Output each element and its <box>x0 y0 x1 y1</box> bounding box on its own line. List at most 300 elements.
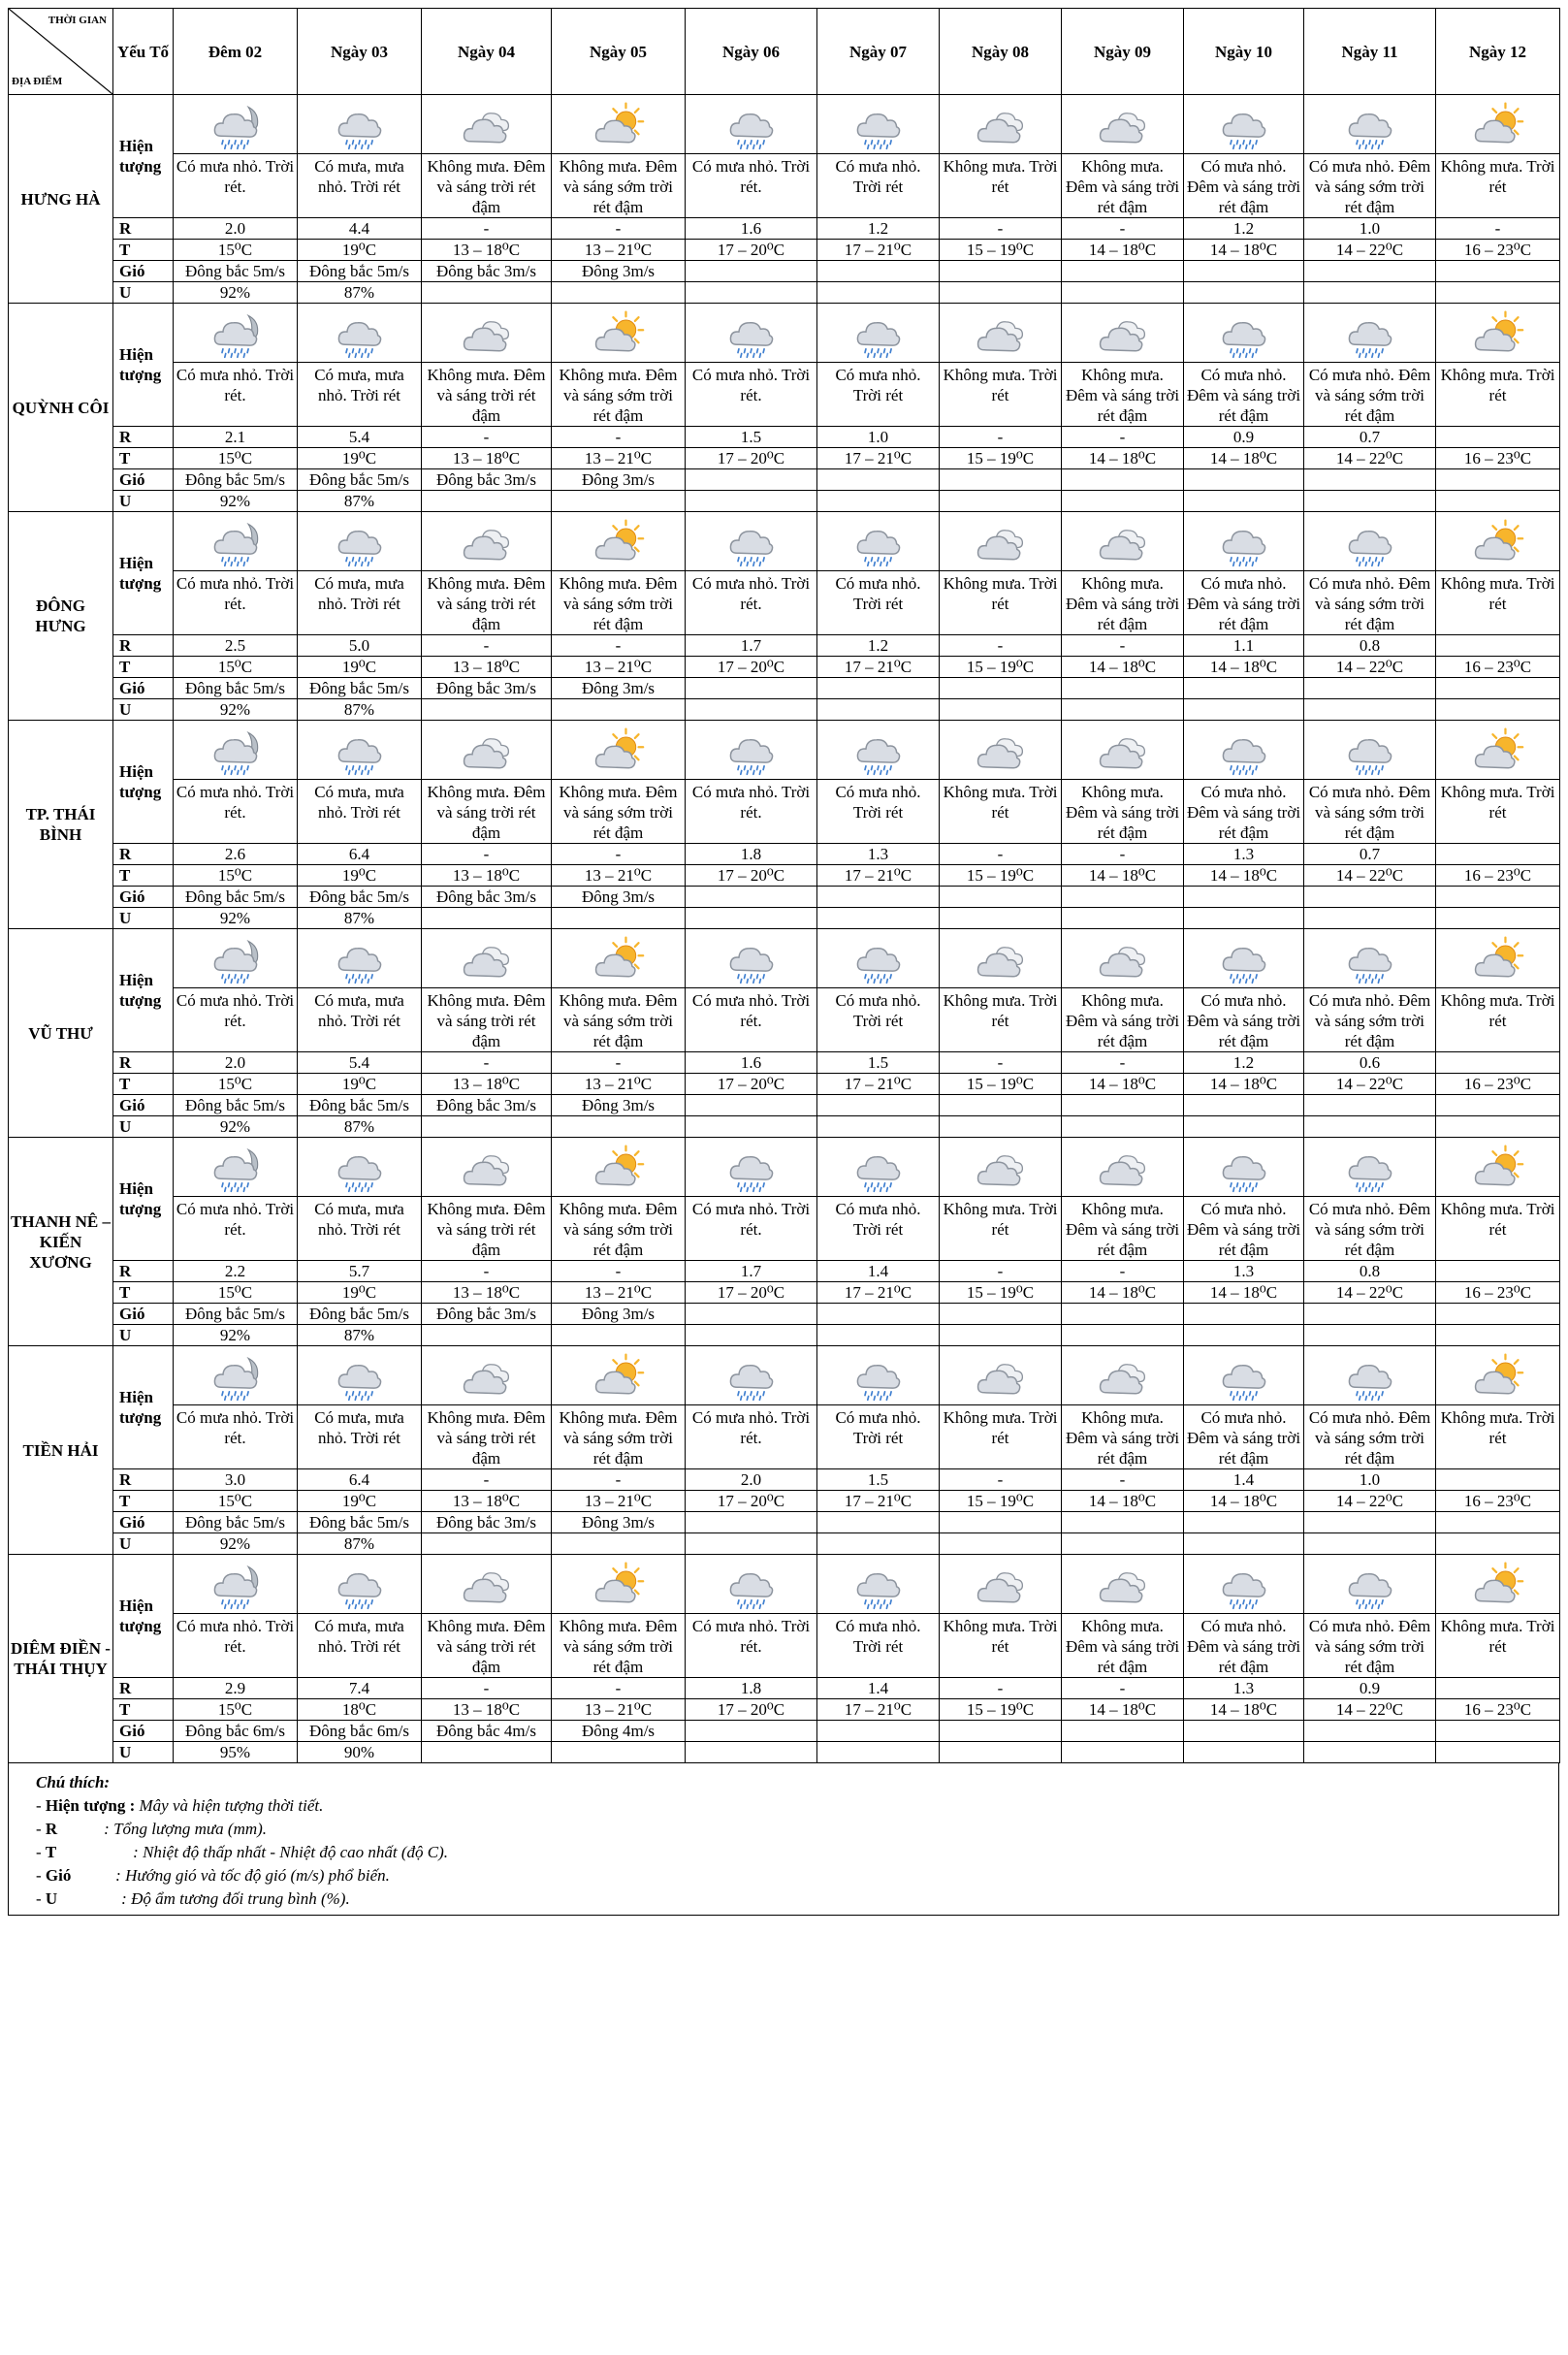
rainfall-value: - <box>1062 1261 1184 1282</box>
rainfall-value: 5.4 <box>298 427 422 448</box>
station-desc-row <box>9 571 1560 635</box>
humidity-value <box>940 282 1062 304</box>
rainfall-value: 0.8 <box>1304 635 1436 657</box>
humidity-value <box>422 1533 552 1555</box>
wind-value <box>1436 1095 1560 1116</box>
wind-value <box>1436 1721 1560 1742</box>
temperature-value: 13 – 21⁰C <box>552 865 686 887</box>
wind-value: Đông bắc 5m/s <box>174 678 298 699</box>
weather-description: Không mưa. Đêm và sáng trời rét đậm <box>422 363 552 427</box>
rainfall-value: 2.0 <box>686 1469 817 1491</box>
rain-icon <box>1184 304 1304 363</box>
humidity-value: 87% <box>298 282 422 304</box>
temp-row <box>9 657 1560 678</box>
temperature-value: 14 – 22⁰C <box>1304 240 1436 261</box>
humidity-value <box>1184 282 1304 304</box>
temperature-value: 15⁰C <box>174 1282 298 1304</box>
weather-description: Có mưa, mưa nhỏ. Trời rét <box>298 988 422 1052</box>
wind-value: Đông bắc 4m/s <box>422 1721 552 1742</box>
factor-label-humidity: U <box>113 699 174 721</box>
weather-description: Có mưa nhỏ. Đêm và sáng sớm trời rét đậm <box>1304 363 1436 427</box>
temperature-value: 17 – 21⁰C <box>817 1699 940 1721</box>
wind-value <box>817 1512 940 1533</box>
factor-label-wind: Gió <box>113 678 174 699</box>
temperature-value: 17 – 20⁰C <box>686 448 817 469</box>
station-name: VŨ THƯ <box>9 929 113 1138</box>
rain-icon <box>1184 1555 1304 1614</box>
rain-icon <box>1304 512 1436 571</box>
wind-value: Đông 3m/s <box>552 678 686 699</box>
rain-row <box>9 1261 1560 1282</box>
weather-description: Không mưa. Trời rét <box>940 154 1062 218</box>
day-header: Ngày 03 <box>298 9 422 95</box>
rainfall-value: - <box>422 218 552 240</box>
rain-icon <box>1184 95 1304 154</box>
humidity-value <box>552 491 686 512</box>
humidity-value <box>1304 908 1436 929</box>
rainfall-value: 1.7 <box>686 1261 817 1282</box>
weather-description: Không mưa. Đêm và sáng trời rét đậm <box>422 1197 552 1261</box>
wind-row <box>9 261 1560 282</box>
rain-icon <box>817 721 940 780</box>
weather-description: Không mưa. Đêm và sáng trời rét đậm <box>1062 988 1184 1052</box>
weather-description: Có mưa nhỏ. Trời rét. <box>686 1405 817 1469</box>
factor-label-phenomenon: Hiện tượng <box>113 929 174 1052</box>
temp-row <box>9 865 1560 887</box>
weather-description: Có mưa nhỏ. Đêm và sáng trời rét đậm <box>1184 571 1304 635</box>
rain-icon <box>1304 1346 1436 1405</box>
rain-icon <box>686 721 817 780</box>
sun-cloud-icon <box>1436 512 1560 571</box>
temperature-value: 17 – 21⁰C <box>817 1491 940 1512</box>
legend-item: - U : Độ ẩm tương đối trung bình (%). <box>36 1889 350 1908</box>
rain-icon <box>1304 721 1436 780</box>
day-header: Ngày 10 <box>1184 9 1304 95</box>
wind-value <box>686 1304 817 1325</box>
day-header: Ngày 08 <box>940 9 1062 95</box>
temperature-value: 14 – 18⁰C <box>1184 448 1304 469</box>
rainfall-value: - <box>422 1052 552 1074</box>
temperature-value: 13 – 21⁰C <box>552 1491 686 1512</box>
weather-description: Có mưa nhỏ. Đêm và sáng trời rét đậm <box>1184 988 1304 1052</box>
rainfall-value: 7.4 <box>298 1678 422 1699</box>
humidity-value <box>940 1533 1062 1555</box>
weather-description: Có mưa nhỏ. Đêm và sáng sớm trời rét đậm <box>1304 780 1436 844</box>
cloudy-icon <box>1062 1555 1184 1614</box>
weather-description: Có mưa nhỏ. Đêm và sáng sớm trời rét đậm <box>1304 1197 1436 1261</box>
factor-label-rain: R <box>113 218 174 240</box>
humidity-value <box>1062 908 1184 929</box>
temperature-value: 15 – 19⁰C <box>940 865 1062 887</box>
weather-description: Có mưa nhỏ. Trời rét. <box>174 1614 298 1678</box>
rain-icon <box>1184 1346 1304 1405</box>
wind-value <box>1184 887 1304 908</box>
humidity-value <box>1062 282 1184 304</box>
rainfall-value: 1.0 <box>1304 218 1436 240</box>
station-name: DIÊM ĐIỀN - THÁI THỤY <box>9 1555 113 1763</box>
wind-value <box>1062 1095 1184 1116</box>
legend-item: - T : Nhiệt độ thấp nhất - Nhiệt độ cao nhất (độ C). <box>36 1843 449 1861</box>
factor-label-temp: T <box>113 240 174 261</box>
temperature-value: 15 – 19⁰C <box>940 448 1062 469</box>
weather-description: Không mưa. Đêm và sáng trời rét đậm <box>1062 363 1184 427</box>
rain-row <box>9 635 1560 657</box>
humidity-value <box>686 1533 817 1555</box>
station-desc-row <box>9 1197 1560 1261</box>
wind-row <box>9 1095 1560 1116</box>
temperature-value: 13 – 18⁰C <box>422 1282 552 1304</box>
temperature-value: 15⁰C <box>174 865 298 887</box>
temperature-value: 17 – 20⁰C <box>686 657 817 678</box>
humidity-value <box>1062 491 1184 512</box>
weather-description: Có mưa, mưa nhỏ. Trời rét <box>298 1197 422 1261</box>
wind-value <box>686 1095 817 1116</box>
humidity-value <box>1062 1533 1184 1555</box>
humidity-value <box>1304 699 1436 721</box>
wind-value <box>817 1721 940 1742</box>
wind-value: Đông bắc 3m/s <box>422 887 552 908</box>
factor-label-wind: Gió <box>113 1721 174 1742</box>
wind-value <box>1436 469 1560 491</box>
sun-cloud-icon <box>1436 1138 1560 1197</box>
weather-description: Không mưa. Đêm và sáng trời rét đậm <box>422 571 552 635</box>
wind-value: Đông bắc 5m/s <box>174 1512 298 1533</box>
rain-icon <box>686 1346 817 1405</box>
humidity-value <box>552 1742 686 1763</box>
temperature-value: 17 – 21⁰C <box>817 1074 940 1095</box>
cloudy-icon <box>422 1138 552 1197</box>
rainfall-value: 2.2 <box>174 1261 298 1282</box>
wind-value: Đông 3m/s <box>552 1512 686 1533</box>
humidity-value <box>1062 1742 1184 1763</box>
rainfall-value: - <box>422 635 552 657</box>
factor-label-rain: R <box>113 1261 174 1282</box>
wind-value: Đông bắc 5m/s <box>298 678 422 699</box>
rainfall-value: 0.8 <box>1304 1261 1436 1282</box>
humidity-value <box>940 908 1062 929</box>
rainfall-value: - <box>940 1678 1062 1699</box>
weather-description: Có mưa nhỏ. Trời rét. <box>686 988 817 1052</box>
rain-icon <box>298 95 422 154</box>
temperature-value: 15 – 19⁰C <box>940 240 1062 261</box>
sun-cloud-icon <box>552 1346 686 1405</box>
station-icon-row <box>9 304 1560 363</box>
legend-item: - Gió : Hướng gió và tốc độ gió (m/s) phổ biến. <box>36 1866 390 1885</box>
night-rain-icon <box>174 304 298 363</box>
sun-cloud-icon <box>552 512 686 571</box>
humidity-value <box>940 1742 1062 1763</box>
humidity-value <box>1062 699 1184 721</box>
temperature-value: 17 – 21⁰C <box>817 1282 940 1304</box>
temperature-value: 17 – 20⁰C <box>686 1699 817 1721</box>
hum-row <box>9 1325 1560 1346</box>
rainfall-value: 1.3 <box>1184 1678 1304 1699</box>
rain-icon <box>1184 512 1304 571</box>
weather-description: Không mưa. Đêm và sáng sớm trời rét đậm <box>552 988 686 1052</box>
legend-notes <box>8 1763 1559 1916</box>
hum-row <box>9 1116 1560 1138</box>
humidity-value <box>1436 699 1560 721</box>
weather-description: Có mưa nhỏ. Trời rét. <box>174 571 298 635</box>
humidity-value <box>422 1742 552 1763</box>
rainfall-value: - <box>552 1261 686 1282</box>
rain-icon <box>686 1138 817 1197</box>
cloudy-icon <box>1062 1138 1184 1197</box>
wind-value <box>817 678 940 699</box>
station-icon-row <box>9 1555 1560 1614</box>
factor-label-rain: R <box>113 635 174 657</box>
humidity-value <box>817 1742 940 1763</box>
cloudy-icon <box>1062 721 1184 780</box>
temperature-value: 14 – 22⁰C <box>1304 1282 1436 1304</box>
temperature-value: 17 – 21⁰C <box>817 240 940 261</box>
humidity-value: 90% <box>298 1742 422 1763</box>
weather-description: Không mưa. Đêm và sáng sớm trời rét đậm <box>552 1405 686 1469</box>
temperature-value: 13 – 18⁰C <box>422 448 552 469</box>
weather-description: Có mưa, mưa nhỏ. Trời rét <box>298 154 422 218</box>
rainfall-value: 1.7 <box>686 635 817 657</box>
night-rain-icon <box>174 1346 298 1405</box>
rain-icon <box>298 721 422 780</box>
humidity-value <box>817 1325 940 1346</box>
wind-value: Đông 3m/s <box>552 1304 686 1325</box>
cloudy-icon <box>940 304 1062 363</box>
rainfall-value: 1.6 <box>686 218 817 240</box>
rainfall-value: - <box>552 427 686 448</box>
factor-label-wind: Gió <box>113 261 174 282</box>
weather-description: Có mưa nhỏ. Đêm và sáng trời rét đậm <box>1184 363 1304 427</box>
sun-cloud-icon <box>1436 721 1560 780</box>
rain-icon <box>298 304 422 363</box>
rain-icon <box>1184 1138 1304 1197</box>
rainfall-value: 1.5 <box>686 427 817 448</box>
humidity-value <box>422 1116 552 1138</box>
hum-row <box>9 1742 1560 1763</box>
rain-icon <box>686 95 817 154</box>
temperature-value: 16 – 23⁰C <box>1436 240 1560 261</box>
temperature-value: 14 – 18⁰C <box>1062 865 1184 887</box>
wind-value <box>1304 1512 1436 1533</box>
rain-icon <box>1304 1138 1436 1197</box>
humidity-value <box>1184 1325 1304 1346</box>
temperature-value: 17 – 20⁰C <box>686 1491 817 1512</box>
cloudy-icon <box>940 1346 1062 1405</box>
temperature-value: 15⁰C <box>174 657 298 678</box>
cloudy-icon <box>1062 95 1184 154</box>
humidity-value <box>940 491 1062 512</box>
weather-description: Có mưa nhỏ. Trời rét <box>817 988 940 1052</box>
temp-row <box>9 1491 1560 1512</box>
wind-value <box>1304 887 1436 908</box>
wind-value: Đông bắc 3m/s <box>422 261 552 282</box>
temperature-value: 14 – 18⁰C <box>1184 240 1304 261</box>
day-header: Ngày 09 <box>1062 9 1184 95</box>
temperature-value: 19⁰C <box>298 1074 422 1095</box>
rainfall-value: - <box>1436 218 1560 240</box>
wind-value <box>817 1304 940 1325</box>
weather-description: Có mưa nhỏ. Trời rét <box>817 154 940 218</box>
humidity-value <box>940 1116 1062 1138</box>
weather-description: Có mưa nhỏ. Đêm và sáng sớm trời rét đậm <box>1304 571 1436 635</box>
temperature-value: 14 – 22⁰C <box>1304 657 1436 678</box>
humidity-value: 92% <box>174 1533 298 1555</box>
weather-description: Không mưa. Trời rét <box>1436 780 1560 844</box>
weather-description: Không mưa. Đêm và sáng trời rét đậm <box>1062 1405 1184 1469</box>
forecast-body <box>9 95 1560 1763</box>
sun-cloud-icon <box>552 95 686 154</box>
temperature-value: 14 – 18⁰C <box>1062 1699 1184 1721</box>
wind-value <box>817 469 940 491</box>
rain-row <box>9 1469 1560 1491</box>
wind-value: Đông bắc 5m/s <box>298 1304 422 1325</box>
station-name: THANH NÊ – KIẾN XƯƠNG <box>9 1138 113 1346</box>
humidity-value <box>1304 1742 1436 1763</box>
temperature-value: 19⁰C <box>298 1491 422 1512</box>
weather-description: Có mưa nhỏ. Đêm và sáng sớm trời rét đậm <box>1304 1614 1436 1678</box>
wind-row <box>9 1304 1560 1325</box>
wind-value <box>817 887 940 908</box>
legend-item: - Hiện tượng : Mây và hiện tượng thời tiết. <box>36 1796 324 1815</box>
humidity-value <box>686 1742 817 1763</box>
rain-icon <box>298 512 422 571</box>
wind-value <box>686 469 817 491</box>
humidity-value <box>686 908 817 929</box>
wind-value <box>940 1512 1062 1533</box>
temperature-value: 14 – 18⁰C <box>1062 448 1184 469</box>
wind-value: Đông bắc 3m/s <box>422 469 552 491</box>
wind-value: Đông bắc 5m/s <box>174 469 298 491</box>
rainfall-value: - <box>940 844 1062 865</box>
temp-row <box>9 240 1560 261</box>
wind-value <box>1062 261 1184 282</box>
day-header: Ngày 12 <box>1436 9 1560 95</box>
hum-row <box>9 282 1560 304</box>
sun-cloud-icon <box>1436 304 1560 363</box>
weather-description: Không mưa. Trời rét <box>940 988 1062 1052</box>
rainfall-value: 1.3 <box>1184 1261 1304 1282</box>
wind-value <box>1436 1512 1560 1533</box>
factor-label-wind: Gió <box>113 1304 174 1325</box>
cloudy-icon <box>422 1555 552 1614</box>
temperature-value: 19⁰C <box>298 448 422 469</box>
humidity-value: 92% <box>174 699 298 721</box>
station-icon-row <box>9 1138 1560 1197</box>
temperature-value: 15⁰C <box>174 1699 298 1721</box>
station-icon-row <box>9 929 1560 988</box>
rain-row <box>9 1678 1560 1699</box>
rainfall-value: - <box>1062 1469 1184 1491</box>
rainfall-value: - <box>422 1261 552 1282</box>
rainfall-value: 1.4 <box>817 1678 940 1699</box>
rain-icon <box>298 1346 422 1405</box>
wind-value: Đông bắc 5m/s <box>298 1512 422 1533</box>
humidity-value <box>686 1116 817 1138</box>
humidity-value <box>1184 1533 1304 1555</box>
station-name: TIỀN HẢI <box>9 1346 113 1555</box>
humidity-value: 95% <box>174 1742 298 1763</box>
rainfall-value: - <box>1062 427 1184 448</box>
temperature-value: 17 – 20⁰C <box>686 1074 817 1095</box>
day-header: Ngày 11 <box>1304 9 1436 95</box>
rain-icon <box>686 512 817 571</box>
cloudy-icon <box>940 95 1062 154</box>
humidity-value <box>552 1116 686 1138</box>
humidity-value <box>1184 908 1304 929</box>
humidity-value <box>817 699 940 721</box>
humidity-value <box>1184 491 1304 512</box>
temperature-value: 13 – 21⁰C <box>552 1699 686 1721</box>
rainfall-value: 1.5 <box>817 1052 940 1074</box>
rainfall-value: 2.5 <box>174 635 298 657</box>
wind-row <box>9 469 1560 491</box>
wind-value: Đông bắc 3m/s <box>422 678 552 699</box>
factor-label-wind: Gió <box>113 469 174 491</box>
wind-value <box>1304 1721 1436 1742</box>
weather-description: Có mưa nhỏ. Đêm và sáng trời rét đậm <box>1184 1614 1304 1678</box>
cloudy-icon <box>1062 304 1184 363</box>
humidity-value <box>552 1325 686 1346</box>
weather-description: Có mưa nhỏ. Đêm và sáng trời rét đậm <box>1184 154 1304 218</box>
cloudy-icon <box>940 1138 1062 1197</box>
weather-description: Có mưa nhỏ. Đêm và sáng trời rét đậm <box>1184 780 1304 844</box>
weather-description: Có mưa nhỏ. Trời rét. <box>686 780 817 844</box>
temperature-value: 13 – 21⁰C <box>552 1074 686 1095</box>
night-rain-icon <box>174 1555 298 1614</box>
place-label: ĐỊA ĐIỂM <box>12 76 63 87</box>
rainfall-value: 1.2 <box>1184 218 1304 240</box>
wind-value <box>940 1721 1062 1742</box>
cloudy-icon <box>1062 1346 1184 1405</box>
rain-icon <box>817 1138 940 1197</box>
weather-description: Không mưa. Trời rét <box>1436 1405 1560 1469</box>
temperature-value: 16 – 23⁰C <box>1436 1074 1560 1095</box>
humidity-value <box>817 908 940 929</box>
rainfall-value <box>1436 427 1560 448</box>
rain-icon <box>817 1346 940 1405</box>
rainfall-value: - <box>552 635 686 657</box>
weather-description: Không mưa. Đêm và sáng trời rét đậm <box>422 780 552 844</box>
humidity-value: 92% <box>174 282 298 304</box>
temperature-value: 14 – 22⁰C <box>1304 1074 1436 1095</box>
humidity-value <box>552 908 686 929</box>
temperature-value: 13 – 18⁰C <box>422 657 552 678</box>
temperature-value: 14 – 18⁰C <box>1184 1699 1304 1721</box>
humidity-value <box>1184 1742 1304 1763</box>
hum-row <box>9 908 1560 929</box>
wind-value: Đông 3m/s <box>552 887 686 908</box>
night-rain-icon <box>174 721 298 780</box>
factor-label-temp: T <box>113 1699 174 1721</box>
rainfall-value: 1.2 <box>817 218 940 240</box>
temperature-value: 14 – 18⁰C <box>1062 1074 1184 1095</box>
rainfall-value: - <box>1062 218 1184 240</box>
rainfall-value: 1.4 <box>1184 1469 1304 1491</box>
weather-description: Không mưa. Đêm và sáng sớm trời rét đậm <box>552 1197 686 1261</box>
rainfall-value: - <box>422 427 552 448</box>
weather-description: Có mưa nhỏ. Trời rét <box>817 1614 940 1678</box>
temperature-value: 14 – 18⁰C <box>1184 1282 1304 1304</box>
header-row <box>9 9 1560 95</box>
rainfall-value: - <box>940 1261 1062 1282</box>
legend-title: Chú thích: <box>36 1773 111 1791</box>
rain-icon <box>686 1555 817 1614</box>
humidity-value <box>422 282 552 304</box>
wind-value <box>1062 1512 1184 1533</box>
wind-value: Đông bắc 5m/s <box>298 261 422 282</box>
temperature-value: 17 – 20⁰C <box>686 1282 817 1304</box>
humidity-value <box>1436 491 1560 512</box>
rainfall-value: - <box>940 635 1062 657</box>
